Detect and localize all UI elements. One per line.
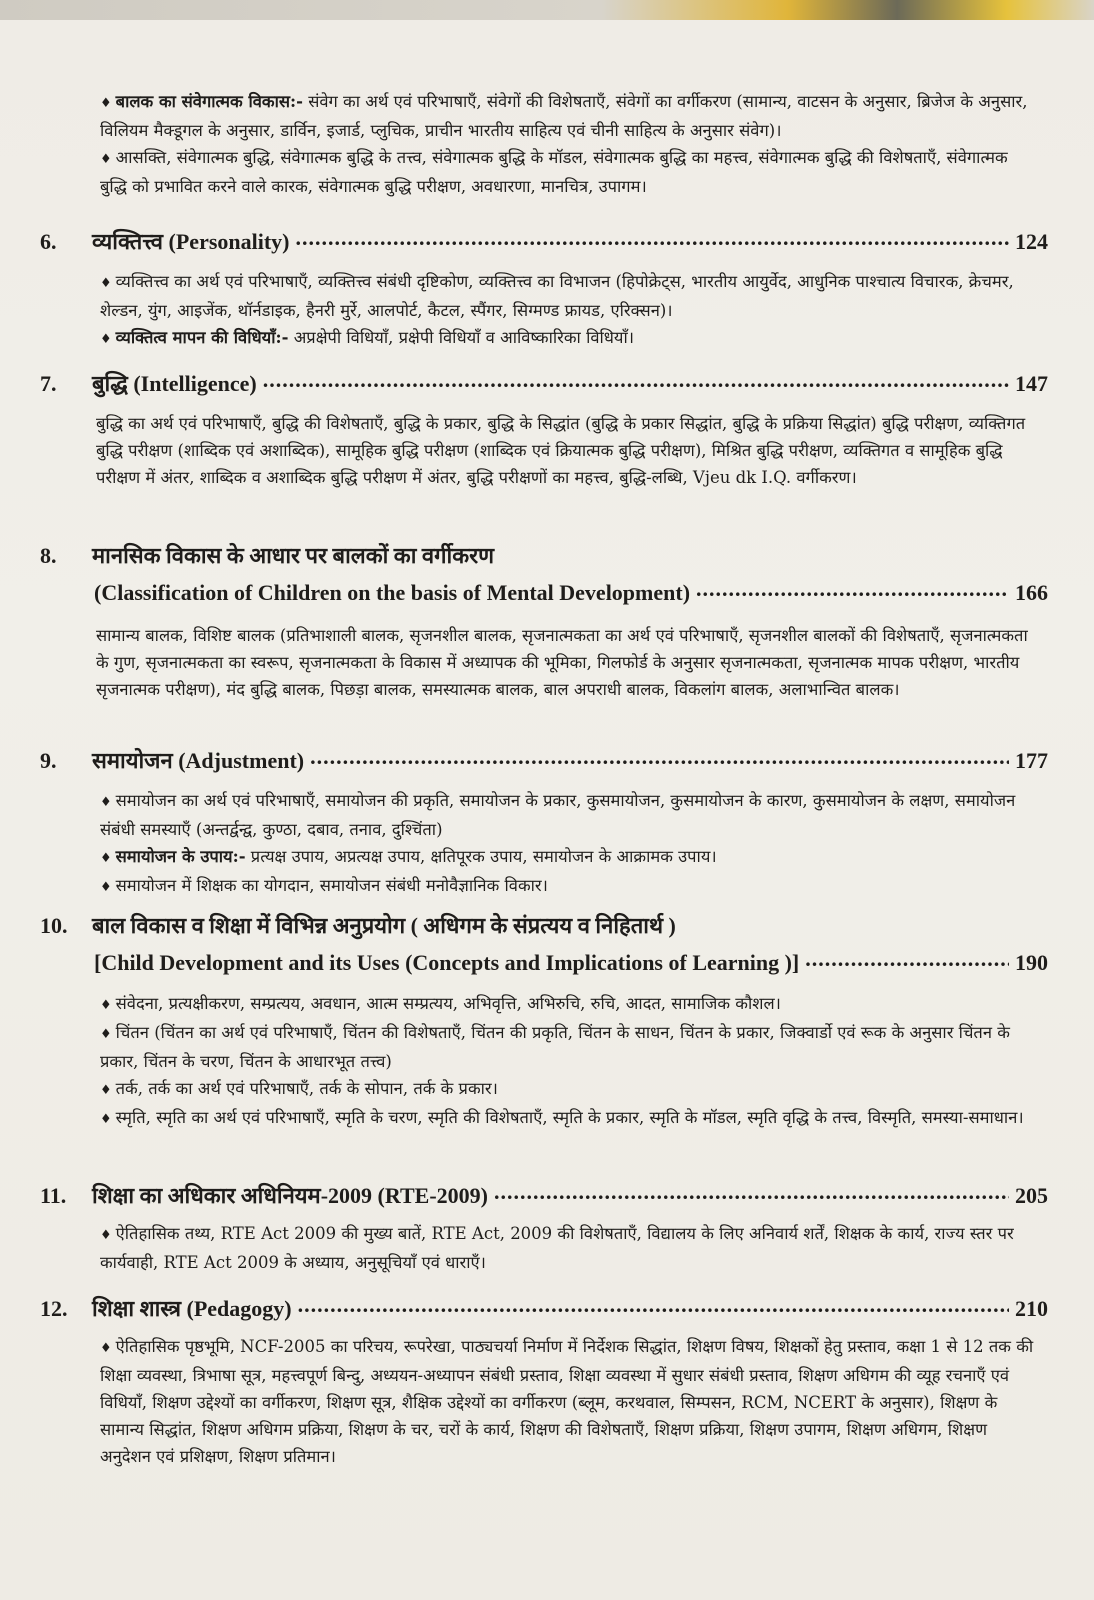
bullet-icon: ♦: [100, 1027, 112, 1042]
bullet-text: अप्रक्षेपी विधियाँ, प्रक्षेपी विधियाँ व आविष्कारिका विधियाँ।: [288, 328, 635, 347]
bullet-icon: ♦: [100, 998, 112, 1013]
bullet-text: समायोजन में शिक्षक का योगदान, समायोजन संबंधी मनोवैज्ञानिक विकार।: [115, 876, 548, 895]
list-item: [100, 1104, 1035, 1133]
list-item: [100, 1075, 1035, 1104]
chapter-number: 9.: [40, 748, 57, 773]
bullet-text: आसक्ति, संवेगात्मक बुद्धि, संवेगात्मक बुद्धि के तत्त्व, संवेगात्मक बुद्धि के मॉडल, संवेगात्मक बुद्धि का महत्त्व, संवेगात्मक बुद्धि की विशेषताएँ, संवेगात्मक बुद्धि को प्रभावित करने वाले कारक, संवेगात्मक बुद्धि परीक्षण, अवधारणा, मानचित्र, उपागम।: [100, 148, 1008, 196]
list-item: [100, 1019, 1035, 1075]
list-item: [100, 787, 1035, 843]
chapter-heading-10[interactable]: [40, 910, 1048, 940]
page-number: 205: [1015, 1183, 1048, 1208]
chapter-title: व्यक्तित्त्व (Personality): [92, 229, 290, 254]
chapter-8-subtitle-row[interactable]: [94, 580, 1048, 606]
bullet-icon: ♦: [100, 96, 112, 111]
list-item: [100, 872, 1035, 901]
bullet-text: संवेदना, प्रत्यक्षीकरण, सम्प्रत्यय, अवधान, आत्म सम्प्रत्यय, अभिवृत्ति, अभिरुचि, रुचि, आदत, सामाजिक कौशल।: [115, 994, 781, 1013]
bullet-icon: ♦: [100, 795, 112, 810]
chapter-heading-8[interactable]: [40, 540, 1048, 570]
chapter-6-bullets: [100, 268, 1035, 353]
page-number: 124: [1015, 229, 1048, 254]
list-item: [100, 144, 1035, 200]
chapter-title: समायोजन (Adjustment): [92, 748, 305, 773]
bullet-text: ऐतिहासिक तथ्य, RTE Act 2009 की मुख्य बातें, RTE Act, 2009 की विशेषताएँ, विद्यालय के लिए अनिवार्य शर्तें, शिक्षक के कार्य, राज्य स्तर पर कार्यवाही, RTE Act 2009 के अध्याय, अनुसूचियाँ एवं धाराएँ।: [100, 1224, 1014, 1272]
list-item: [100, 268, 1035, 324]
leader-dots: [263, 367, 1009, 393]
page-number: 210: [1015, 1296, 1048, 1321]
bullet-icon: ♦: [100, 1228, 112, 1243]
bullet-icon: ♦: [100, 1112, 112, 1127]
leader-dots: [298, 1292, 1009, 1318]
list-item: [100, 88, 1035, 144]
bullet-lead: समायोजन के उपाय:-: [115, 847, 246, 866]
chapter-title: बुद्धि (Intelligence): [92, 371, 257, 396]
bullet-text: व्यक्तित्त्व का अर्थ एवं परिभाषाएँ, व्यक्तित्त्व संबंधी दृष्टिकोण, व्यक्तित्त्व का विभाजन (हिपोक्रेट्स, भारतीय आयुर्वेद, आधुनिक पाश्चात्य विचारक, क्रेचमर, शेल्डन, युंग, आइजेंक, थॉर्नडाइक, हैनरी मुर्रे, आलपोर्ट, कैटल, स्पैंगर, सिग्मण्ड फ्रायड, एरिक्सन)।: [100, 272, 1014, 320]
leader-dots: [494, 1179, 1009, 1205]
chapter-heading-11[interactable]: [40, 1180, 1048, 1210]
chapter-number: 10.: [40, 913, 68, 938]
bullet-lead: व्यक्तित्व मापन की विधियाँ:-: [115, 328, 289, 347]
bullet-text: प्रत्यक्ष उपाय, अप्रत्यक्ष उपाय, क्षतिपूरक उपाय, समायोजन के आक्रामक उपाय।: [245, 847, 717, 866]
chapter-subtitle: (Classification of Children on the basis of Mental Development): [94, 580, 691, 605]
chapter-12-bullets: [100, 1333, 1035, 1470]
bullet-lead: बालक का संवेगात्मक विकास:-: [115, 92, 303, 111]
chapter-description: सामान्य बालक, विशिष्ट बालक (प्रतिभाशाली बालक, सृजनशील बालक, सृजनात्मकता का अर्थ एवं परिभाषाएँ, सृजनशील बालकों की विशेषताएँ, सृजनात्मकता के गुण, सृजनात्मकता का स्वरूप, सृजनात्मकता के विकास में अध्यापक की भूमिका, गिलफोर्ड के अनुसार सृजनात्मकता, सृजनात्मक मापक परीक्षण, भारतीय सृजनात्मक परीक्षण), मंद बुद्धि बालक, पिछड़ा बालक, समस्यात्मक बालक, बाल अपराधी बालक, विकलांग बालक, अलाभान्वित बालक।: [96, 626, 1028, 699]
chapter-subtitle: [Child Development and its Uses (Concepts and Implications of Learning )]: [94, 950, 800, 975]
chapter-description: बुद्धि का अर्थ एवं परिभाषाएँ, बुद्धि की विशेषताएँ, बुद्धि के प्रकार, बुद्धि के सिद्धांत (बुद्धि के प्रकार सिद्धांत, बुद्धि के प्रक्रिया सिद्धांत) बुद्धि परीक्षण, व्यक्तिगत बुद्धि परीक्षण (शाब्दिक एवं अशाब्दिक), सामूहिक बुद्धि परीक्षण (शाब्दिक एवं क्रियात्मक बुद्धि परीक्षण), मिश्रित बुद्धि परीक्षण, व्यक्तिगत व सामूहिक बुद्धि परीक्षण में अंतर, शाब्दिक व अशाब्दिक बुद्धि परीक्षण में अंतर, बुद्धि परीक्षणों का महत्त्व, बुद्धि-लब्धि, Vjeu dk I.Q. वर्गीकरण।: [96, 414, 1026, 487]
chapter-title: मानसिक विकास के आधार पर बालकों का वर्गीकरण: [92, 543, 495, 568]
leader-dots: [696, 576, 1009, 602]
chapter-heading-7[interactable]: [40, 368, 1048, 398]
chapter-heading-9[interactable]: [40, 745, 1048, 775]
page-number: 147: [1015, 371, 1048, 396]
chapter-title: बाल विकास व शिक्षा में विभिन्न अनुप्रयोग ( अधिगम के संप्रत्यय व निहितार्थ ): [92, 913, 676, 938]
chapter-8-description: [96, 622, 1036, 703]
chapter-title: शिक्षा शास्त्र (Pedagogy): [92, 1296, 292, 1321]
bullet-text: संवेग का अर्थ एवं परिभाषाएँ, संवेगों की विशेषताएँ, संवेगों का वर्गीकरण (सामान्य, वाटसन के अनुसार, ब्रिजेज के अनुसार, विलियम मैक्डूगल के अनुसार, डार्विन, इजार्ड, प्लुचिक, प्राचीन भारतीय साहित्य एवं चीनी साहित्य के अनुसार संवेग)।: [100, 92, 1028, 140]
chapter-number: 12.: [40, 1296, 68, 1321]
chapter-title: शिक्षा का अधिकार अधिनियम-2009 (RTE-2009): [92, 1183, 488, 1208]
chapter-number: 7.: [40, 371, 57, 396]
chapter-heading-12[interactable]: [40, 1293, 1048, 1323]
bullet-icon: ♦: [100, 880, 112, 895]
intro-bullets: [100, 88, 1035, 200]
leader-dots: [310, 744, 1009, 770]
list-item: [100, 990, 1035, 1019]
chapter-number: 11.: [40, 1183, 67, 1208]
list-item: [100, 1333, 1035, 1470]
leader-dots: [805, 946, 1009, 972]
bullet-icon: ♦: [100, 332, 112, 347]
chapter-11-bullets: [100, 1220, 1035, 1276]
leader-dots: [296, 225, 1009, 251]
list-item: [100, 1220, 1035, 1276]
chapter-10-subtitle-row[interactable]: [94, 950, 1048, 976]
bullet-text: समायोजन का अर्थ एवं परिभाषाएँ, समायोजन की प्रकृति, समायोजन के प्रकार, कुसमायोजन, कुसमायोजन के कारण, कुसमायोजन के लक्षण, समायोजन संबंधी समस्याएँ (अन्तर्द्वन्द्व, कुण्ठा, दबाव, तनाव, दुश्चिंता): [100, 791, 1016, 839]
bullet-text: ऐतिहासिक पृष्ठभूमि, NCF-2005 का परिचय, रूपरेखा, पाठ्यचर्या निर्माण में निर्देशक सिद्धांत, शिक्षण विषय, शिक्षकों हेतु प्रस्ताव, कक्षा 1 से 12 तक की शिक्षा व्यवस्था, त्रिभाषा सूत्र, महत्त्वपूर्ण बिन्दु, अध्ययन-अध्यापन संबंधी प्रस्ताव, शिक्षा व्यवस्था में सुधार संबंधी प्रस्ताव, शिक्षण अधिगम की व्यूह रचनाएँ एवं विधियाँ, शिक्षण उद्देश्यों का वर्गीकरण, शिक्षण सूत्र, शैक्षिक उद्देश्यों का वर्गीकरण (ब्लूम, करथवाल, सिम्पसन, RCM, NCERT के अनुसार), शिक्षण के सामान्य सिद्धांत, शिक्षण अधिगम प्रक्रिया, शिक्षण के चर, चरों के कार्य, शिक्षण की विशेषताएँ, शिक्षण प्रक्रिया, शिक्षण उपागम, शिक्षण अधिगम, शिक्षण अनुदेशन एवं प्रशिक्षण, शिक्षण प्रतिमान।: [100, 1337, 1034, 1466]
bullet-text: तर्क, तर्क का अर्थ एवं परिभाषाएँ, तर्क के सोपान, तर्क के प्रकार।: [115, 1079, 498, 1098]
chapter-number: 6.: [40, 229, 57, 254]
page-number: 177: [1015, 748, 1048, 773]
bullet-icon: ♦: [100, 276, 112, 291]
list-item: [100, 843, 1035, 872]
bullet-text: चिंतन (चिंतन का अर्थ एवं परिभाषाएँ, चिंतन की विशेषताएँ, चिंतन की प्रकृति, चिंतन के साधन, चिंतन के प्रकार, जिक्वार्डो एवं रूक के अनुसार चिंतन के प्रकार, चिंतन के चरण, चिंतन के आधारभूत तत्त्व): [100, 1023, 1010, 1071]
list-item: [100, 324, 1035, 353]
page-number: 166: [1015, 580, 1048, 605]
bullet-icon: ♦: [100, 152, 112, 167]
bullet-text: स्मृति, स्मृति का अर्थ एवं परिभाषाएँ, स्मृति के चरण, स्मृति की विशेषताएँ, स्मृति के प्रकार, स्मृति के मॉडल, स्मृति वृद्धि के तत्त्व, विस्मृति, समस्या-समाधान।: [115, 1108, 1024, 1127]
bullet-icon: ♦: [100, 1083, 112, 1098]
bullet-icon: ♦: [100, 1341, 112, 1356]
chapter-heading-6[interactable]: [40, 226, 1048, 256]
chapter-10-bullets: [100, 990, 1035, 1133]
page-number: 190: [1015, 950, 1048, 975]
chapter-9-bullets: [100, 787, 1035, 901]
chapter-number: 8.: [40, 543, 57, 568]
chapter-7-description: [96, 410, 1036, 491]
bullet-icon: ♦: [100, 851, 112, 866]
